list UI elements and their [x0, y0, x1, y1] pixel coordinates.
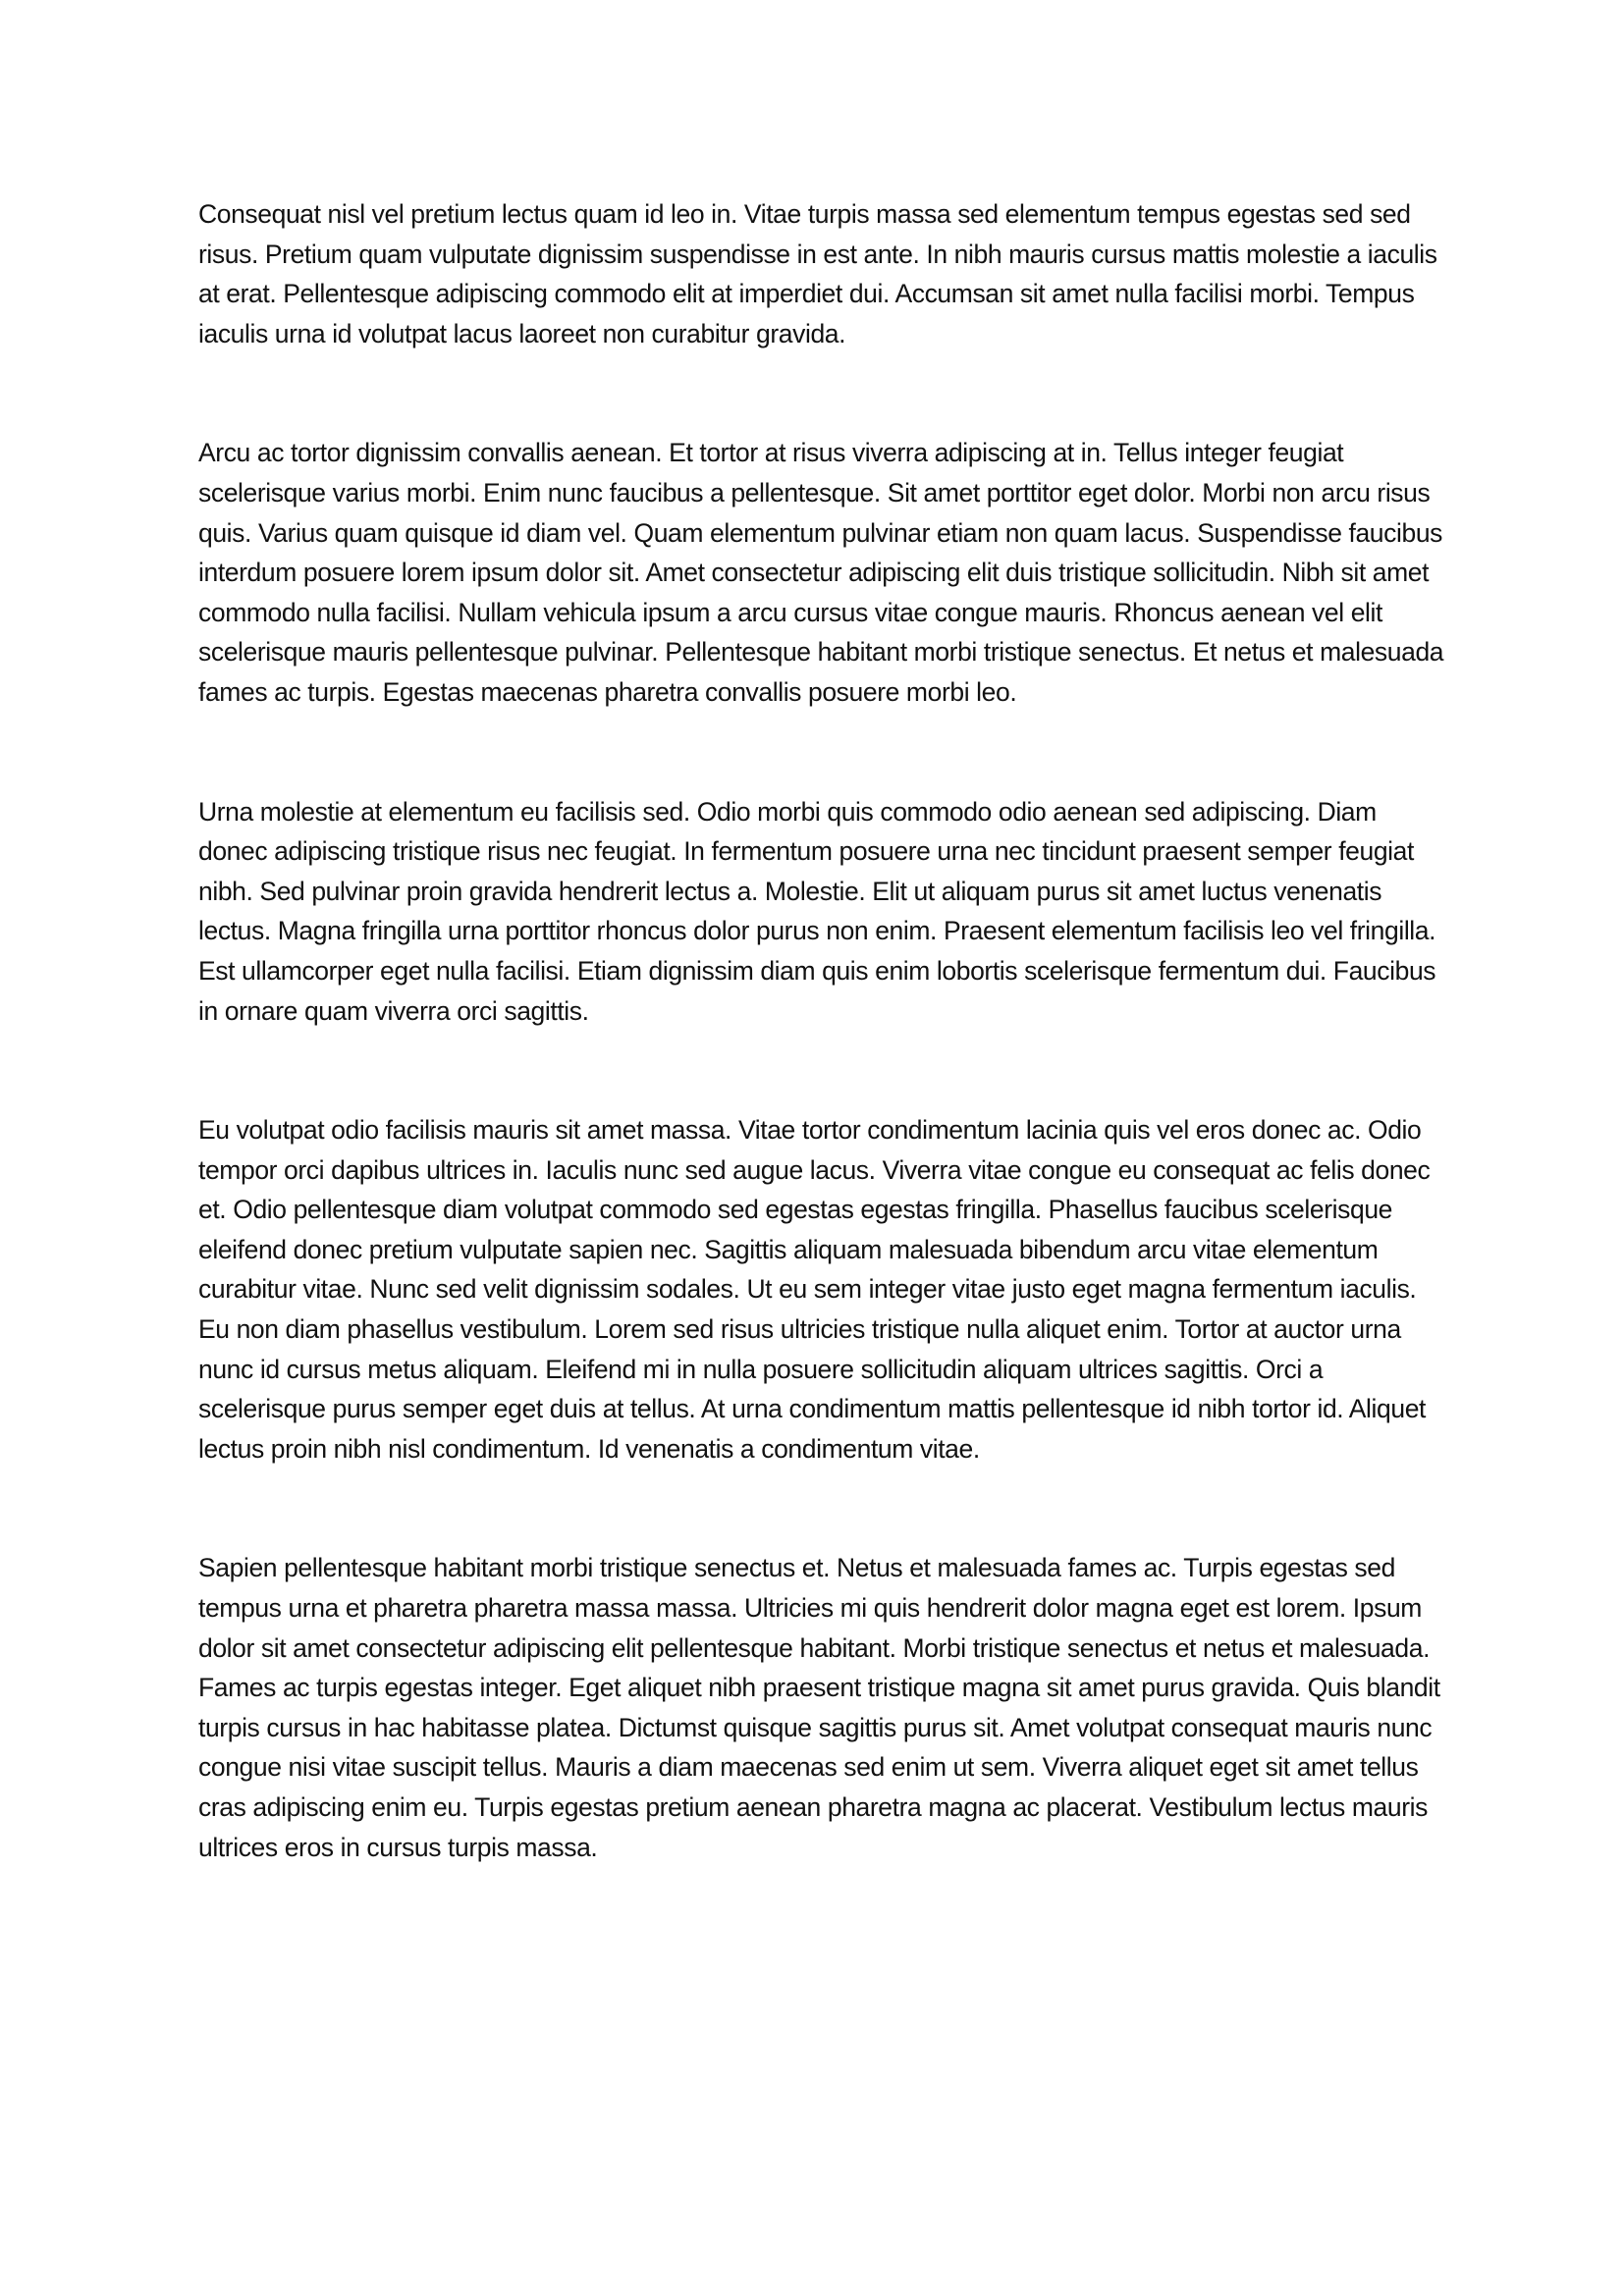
document-page — [198, 194, 1445, 1947]
paragraph-4: Eu volutpat odio facilisis mauris sit amet massa. Vitae tortor condimentum lacinia quis vel eros donec ac. Odio tempor orci dapibus ultrices in. Iaculis nunc sed augue lacus. Viverra vitae congue eu consequat ac felis donec et. Odio pellentesque diam volutpat commodo sed egestas egestas fringilla. Phasellus faucibus scelerisque eleifend donec pretium vulputate sapien nec. Sagittis aliquam malesuada bibendum arcu vitae elementum curabitur vitae. Nunc sed velit dignissim sodales. Ut eu sem integer vitae justo eget magna fermentum iaculis. Eu non diam phasellus vestibulum. Lorem sed risus ultricies tristique nulla aliquet enim. Tortor at auctor urna nunc id cursus metus aliquam. Eleifend mi in nulla posuere sollicitudin aliquam ultrices sagittis. Orci a scelerisque purus semper eget duis at tellus. At urna condimentum mattis pellentesque id nibh tortor id. Aliquet lectus proin nibh nisl condimentum. Id venenatis a condimentum vitae. — [198, 1115, 1431, 1464]
paragraph-5: Sapien pellentesque habitant morbi tristique senectus et. Netus et malesuada fames ac. Turpis egestas sed tempus urna et pharetra pharetra massa massa. Ultricies mi quis hendrerit dolor magna eget est lorem. Ipsum dolor sit amet consectetur adipiscing elit pellentesque habitant. Morbi tristique senectus et netus et malesuada. Fames ac turpis egestas integer. Eget aliquet nibh praesent tristique magna sit amet purus gravida. Quis blandit turpis cursus in hac habitasse platea. Dictumst quisque sagittis purus sit. Amet volutpat consequat mauris nunc congue nisi vitae suscipit tellus. Mauris a diam maecenas sed enim ut sem. Viverra aliquet eget sit amet tellus cras adipiscing enim eu. Turpis egestas pretium aenean pharetra magna ac placerat. Vestibulum lectus mauris ultrices eros in cursus turpis massa. — [198, 1553, 1440, 1862]
paragraph-1: Consequat nisl vel pretium lectus quam id leo in. Vitae turpis massa sed elementum tempus egestas sed sed risus. Pretium quam vulputate dignissim suspendisse in est ante. In nibh mauris cursus mattis molestie a iaculis at erat. Pellentesque adipiscing commodo elit at imperdiet dui. Accumsan sit amet nulla facilisi morbi. Tempus iaculis urna id volutpat lacus laoreet non curabitur gravida. — [198, 199, 1437, 348]
paragraph-3: Urna molestie at elementum eu facilisis sed. Odio morbi quis commodo odio aenean sed adipiscing. Diam donec adipiscing tristique risus nec feugiat. In fermentum posuere urna nec tincidunt praesent semper feugiat nibh. Sed pulvinar proin gravida hendrerit lectus a. Molestie. Elit ut aliquam purus sit amet luctus venenatis lectus. Magna fringilla urna porttitor rhoncus dolor purus non enim. Praesent elementum facilisis leo vel fringilla. Est ullamcorper eget nulla facilisi. Etiam dignissim diam quis enim lobortis scelerisque fermentum dui. Faucibus in ornare quam viverra orci sagittis. — [198, 796, 1436, 1026]
paragraph-2: Arcu ac tortor dignissim convallis aenean. Et tortor at risus viverra adipiscing at in. Tellus integer feugiat scelerisque varius morbi. Enim nunc faucibus a pellentesque. Sit amet porttitor eget dolor. Morbi non arcu risus quis. Varius quam quisque id diam vel. Quam elementum pulvinar etiam non quam lacus. Suspendisse faucibus interdum posuere lorem ipsum dolor sit. Amet consectetur adipiscing elit duis tristique sollicitudin. Nibh sit amet commodo nulla facilisi. Nullam vehicula ipsum a arcu cursus vitae congue mauris. Rhoncus aenean vel elit scelerisque mauris pellentesque pulvinar. Pellentesque habitant morbi tristique senectus. Et netus et malesuada fames ac turpis. Egestas maecenas pharetra convallis posuere morbi leo. — [198, 438, 1444, 707]
